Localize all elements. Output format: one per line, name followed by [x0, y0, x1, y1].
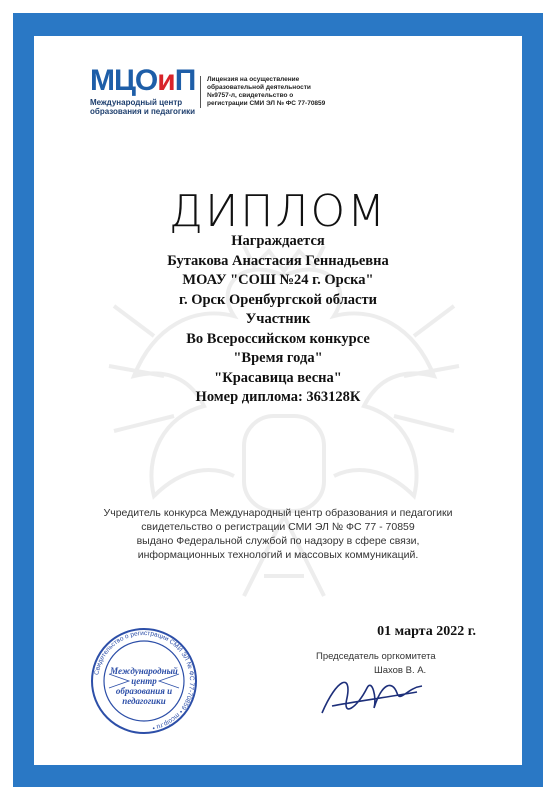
- diploma-sheet: [34, 36, 522, 765]
- award-block: [34, 232, 522, 408]
- logo-mark-red: и: [157, 64, 175, 97]
- diploma-number: Номер диплома: 363128К: [195, 389, 361, 405]
- founder-line: свидетельство о регистрации СМИ ЭЛ № ФС 77 - 70859: [141, 521, 415, 533]
- recipient-name: Бутакова Анастасия Геннадьевна: [167, 252, 389, 269]
- svg-text:Свидетельство о регистрации СМ: Свидетельство о регистрации СМИ ЭЛ № ФС 77-70859 • mcoip.ru •: [93, 629, 196, 732]
- logo-mark: [90, 66, 202, 96]
- work-title: "Красавица весна": [214, 369, 342, 386]
- founder-line: Учредитель конкурса Международный центр образования и педагогики: [103, 507, 453, 519]
- award-line: Награждается: [231, 233, 325, 249]
- founder-info: [34, 506, 522, 562]
- logo-subtitle: Международный центр образования и педагогики: [90, 98, 196, 116]
- svg-text:педагогики: педагогики: [122, 696, 166, 706]
- contest-name: "Время года": [233, 350, 323, 366]
- signature-icon: [312, 668, 432, 723]
- founder-line: выдано Федеральной службой по надзору в сфере связи,: [136, 535, 420, 547]
- contest-label: Во Всероссийском конкурсе: [186, 330, 370, 347]
- participation-status: Участник: [245, 311, 311, 327]
- logo-mark-blue: МЦО: [90, 64, 158, 97]
- city-region: г. Орск Оренбургской области: [179, 291, 377, 308]
- diploma-title: ДИПЛОМ: [168, 186, 388, 237]
- chair-role: Председатель оргкомитета: [316, 651, 436, 662]
- chair-name: Шахов В. А.: [374, 665, 427, 676]
- svg-text:образования и: образования и: [115, 686, 173, 696]
- svg-text:центр: центр: [131, 676, 157, 686]
- organization-stamp-icon: [89, 626, 199, 736]
- svg-text:Международный: Международный: [110, 666, 178, 676]
- issue-date: 01 марта 2022 г.: [377, 624, 476, 639]
- logo-mark-blue2: П: [174, 64, 196, 97]
- license-text: Лицензия на осуществление образовательной деятельности №9757-л, свидетельство о регистрации СМИ ЭЛ № ФС 77-70859: [200, 76, 327, 108]
- school-name: МОАУ "СОШ №24 г. Орска": [182, 272, 374, 288]
- mcoip-logo: [90, 66, 202, 116]
- founder-line: информационных технологий и массовых коммуникаций.: [137, 549, 419, 561]
